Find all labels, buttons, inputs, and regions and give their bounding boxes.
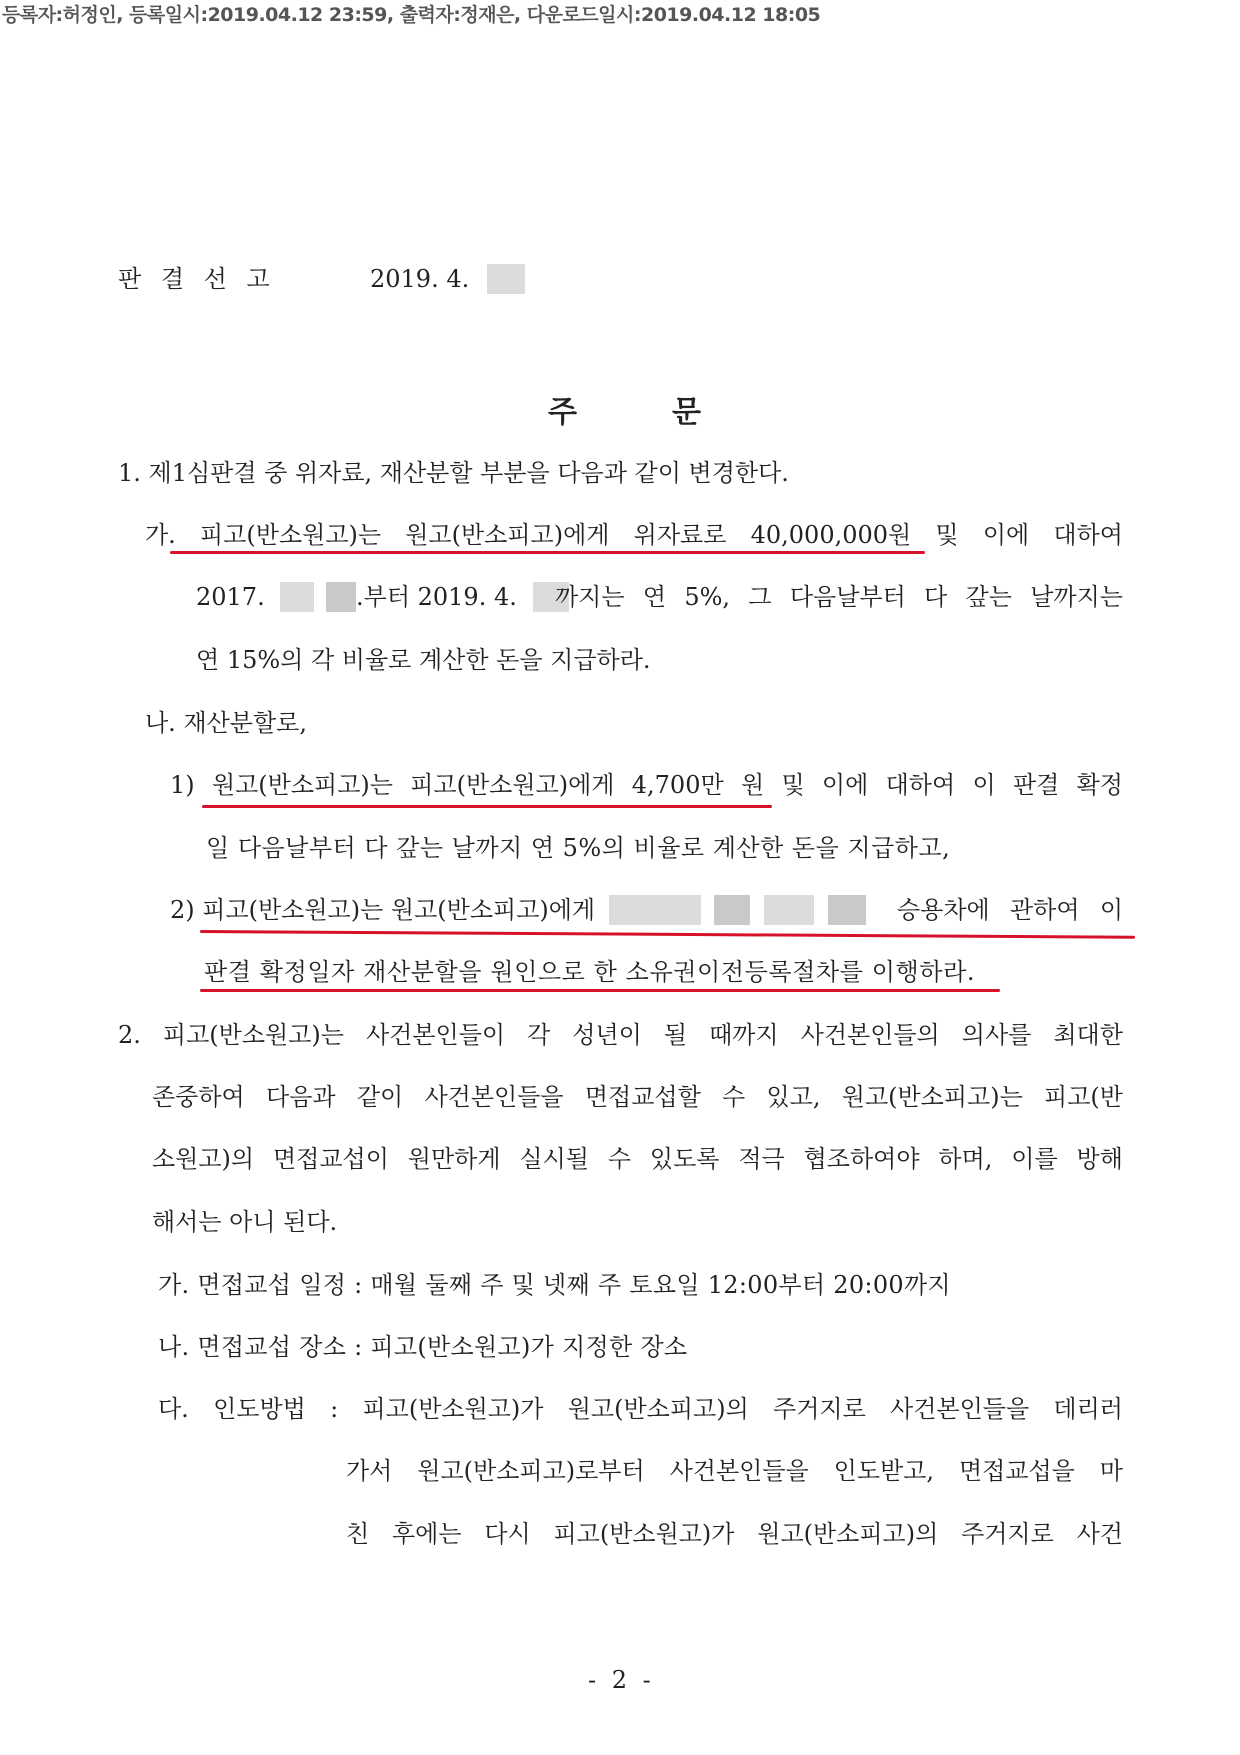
word: 다. bbox=[158, 1395, 189, 1423]
word: 4,700만 bbox=[631, 771, 724, 799]
word: : bbox=[330, 1395, 339, 1423]
word: 가서 bbox=[346, 1457, 393, 1485]
word: 40,000,000원 bbox=[750, 521, 912, 549]
word: 피고(반 bbox=[1044, 1083, 1123, 1111]
word: 대하여 bbox=[885, 771, 956, 799]
redacted-block bbox=[714, 895, 750, 925]
judgment-date bbox=[370, 264, 525, 294]
item1-na-sub2-line2: 판결 확정일자 재산분할을 원인으로 한 소유권이전등록절차를 이행하라. bbox=[204, 958, 976, 986]
word: 원고(반소피고)의 bbox=[567, 1395, 749, 1423]
item2-line2 bbox=[152, 1082, 1123, 1112]
word: 수 bbox=[607, 1145, 632, 1173]
word: 관하여 bbox=[1010, 896, 1080, 924]
item1-heading: 1. 제1심판결 중 위자료, 재산분할 부분을 다음과 같이 변경한다. bbox=[118, 459, 789, 487]
item2-da-line1 bbox=[158, 1394, 1123, 1424]
word: 및 bbox=[935, 521, 959, 549]
item1-na-label: 나. 재산분할로, bbox=[145, 709, 307, 737]
word: 수 bbox=[722, 1083, 746, 1111]
word: 원고(반소피고)에게 bbox=[405, 521, 610, 549]
word: 1) bbox=[170, 771, 195, 799]
word: 될 bbox=[663, 1021, 688, 1049]
word: 존중하여 bbox=[152, 1083, 245, 1111]
word: 다음날부터 bbox=[789, 583, 906, 611]
word: 소원고)의 bbox=[152, 1145, 255, 1173]
text-from: .부터 2019. 4. bbox=[356, 583, 517, 611]
word: 하며, bbox=[938, 1145, 993, 1173]
word: 있도록 bbox=[649, 1145, 720, 1173]
word: 주거지로 bbox=[961, 1520, 1054, 1548]
word: 원고(반소피고)로부터 bbox=[417, 1457, 645, 1485]
word: 협조하여야 bbox=[803, 1145, 920, 1173]
word: 원만하게 bbox=[407, 1145, 501, 1173]
redacted-block bbox=[764, 895, 814, 925]
word: 같이 bbox=[356, 1083, 404, 1111]
item1-na-sub2-line1-start bbox=[170, 895, 866, 925]
item2-line3 bbox=[152, 1144, 1123, 1174]
word: 그 bbox=[748, 583, 772, 611]
word: 친 bbox=[346, 1520, 370, 1548]
item2-line1 bbox=[118, 1020, 1123, 1050]
text-2017: 2017. bbox=[196, 583, 265, 611]
underline-mark bbox=[200, 930, 1135, 939]
judgment-label: 판 결 선 고 bbox=[118, 265, 276, 293]
item2-da-line3 bbox=[346, 1519, 1123, 1549]
judgment-date-text: 2019. 4. bbox=[370, 265, 470, 293]
word: 적극 bbox=[738, 1145, 785, 1173]
word: 주거지로 bbox=[773, 1395, 866, 1423]
word: 2. bbox=[118, 1021, 141, 1049]
word: 성년이 bbox=[572, 1021, 642, 1049]
word: 원고(반소피고)는 bbox=[211, 771, 393, 799]
item1-na-sub1-line2: 일 다음날부터 다 갚는 날까지 연 5%의 비율로 계산한 돈을 지급하고, bbox=[206, 834, 951, 862]
word: 각 bbox=[527, 1021, 551, 1049]
word: 면접교섭이 bbox=[272, 1145, 389, 1173]
underline-mark bbox=[200, 989, 1000, 992]
redacted-block bbox=[326, 582, 356, 612]
redacted-block bbox=[487, 264, 525, 294]
page-number: - 2 - bbox=[588, 1666, 655, 1694]
print-header: 등록자:허정인, 등록일시:2019.04.12 23:59, 출력자:정재은, 다운로드일시:2019.04.12 18:05 bbox=[2, 4, 821, 26]
redacted-block bbox=[609, 895, 701, 925]
text-sub2-start: 2) 피고(반소원고)는 원고(반소피고)에게 bbox=[170, 896, 596, 924]
word: 방해 bbox=[1076, 1145, 1123, 1173]
item2-ga: 가. 면접교섭 일정 : 매월 둘째 주 및 넷째 주 토요일 12:00부터 20:00까지 bbox=[158, 1271, 951, 1299]
redacted-block bbox=[280, 582, 314, 612]
item1-ga-line2-start bbox=[196, 582, 569, 612]
word: 피고(반소원고)가 bbox=[362, 1395, 544, 1423]
word: 및 bbox=[781, 771, 805, 799]
item2-da-line2 bbox=[346, 1456, 1123, 1486]
word: 승용차에 bbox=[897, 896, 990, 924]
word: 가. bbox=[145, 521, 176, 549]
word: 까지는 bbox=[555, 583, 625, 611]
word: 이 bbox=[1099, 896, 1123, 924]
item1-na-sub1-line1 bbox=[170, 770, 1123, 800]
word: 다시 bbox=[484, 1520, 531, 1548]
word: 피고(반소원고)에게 bbox=[410, 771, 615, 799]
word: 데리러 bbox=[1053, 1395, 1123, 1423]
word: 원고(반소피고)의 bbox=[757, 1520, 939, 1548]
word: 사건본인들을 bbox=[424, 1083, 564, 1111]
item2-line4: 해서는 아니 된다. bbox=[152, 1208, 338, 1236]
section-title-right: 문 bbox=[672, 395, 701, 430]
word: 다음과 bbox=[266, 1083, 336, 1111]
word: 5%, bbox=[684, 583, 731, 611]
word: 이를 bbox=[1011, 1145, 1058, 1173]
item1-ga-line3: 연 15%의 각 비율로 계산한 돈을 지급하라. bbox=[196, 646, 651, 674]
word: 연 bbox=[642, 583, 667, 611]
item2-na: 나. 면접교섭 장소 : 피고(반소원고)가 지정한 장소 bbox=[158, 1333, 688, 1361]
word: 원 bbox=[740, 771, 765, 799]
word: 사건 bbox=[1076, 1520, 1123, 1548]
word: 이 bbox=[972, 771, 996, 799]
word: 인도방법 bbox=[213, 1395, 306, 1423]
underline-mark bbox=[170, 551, 925, 554]
section-title-left: 주 bbox=[548, 395, 577, 430]
word: 피고(반소원고)가 bbox=[553, 1520, 735, 1548]
underline-mark bbox=[202, 805, 772, 808]
word: 사건본인들을 bbox=[669, 1457, 809, 1485]
word: 원고(반소피고)는 bbox=[841, 1083, 1023, 1111]
word: 있고, bbox=[766, 1083, 821, 1111]
word: 실시될 bbox=[519, 1145, 589, 1173]
word: 위자료로 bbox=[633, 521, 727, 549]
word: 피고(반소원고)는 bbox=[200, 521, 382, 549]
word: 다 bbox=[924, 583, 948, 611]
word: 갚는 bbox=[965, 583, 1012, 611]
word: 이에 bbox=[982, 521, 1030, 549]
word: 확정 bbox=[1076, 771, 1123, 799]
word: 마 bbox=[1099, 1457, 1123, 1485]
item1-ga-line2-rest bbox=[555, 582, 1123, 612]
word: 사건본인들의 bbox=[800, 1021, 940, 1049]
word: 날까지는 bbox=[1030, 583, 1123, 611]
redacted-block bbox=[828, 895, 866, 925]
word: 때까지 bbox=[709, 1021, 779, 1049]
item1-ga-line1 bbox=[145, 520, 1123, 550]
word: 면접교섭할 bbox=[584, 1083, 701, 1111]
word: 피고(반소원고)는 bbox=[162, 1021, 344, 1049]
word: 후에는 bbox=[391, 1520, 462, 1548]
word: 대하여 bbox=[1053, 521, 1123, 549]
word: 의사를 bbox=[961, 1021, 1032, 1049]
word: 판결 bbox=[1012, 771, 1060, 799]
word: 사건본인들이 bbox=[365, 1021, 506, 1049]
word: 면접교섭을 bbox=[958, 1457, 1075, 1485]
word: 사건본인들을 bbox=[890, 1395, 1030, 1423]
word: 인도받고, bbox=[833, 1457, 935, 1485]
word: 최대한 bbox=[1053, 1021, 1123, 1049]
word: 이에 bbox=[821, 771, 869, 799]
item1-na-sub2-line1-end bbox=[897, 895, 1123, 925]
